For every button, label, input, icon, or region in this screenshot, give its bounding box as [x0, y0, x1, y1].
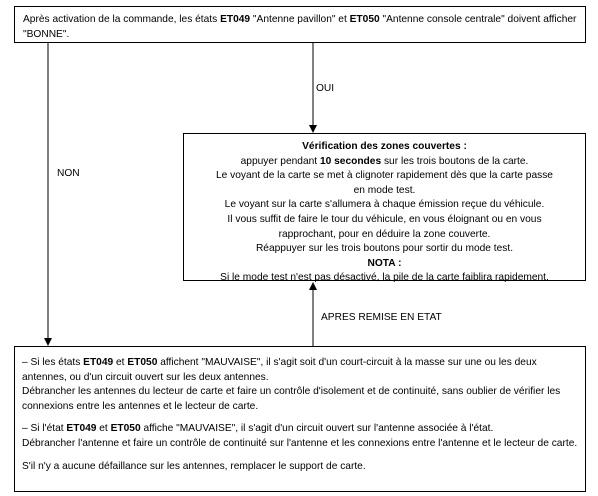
top-text-2: "Antenne pavillon" et — [250, 14, 350, 25]
coverage-line-7: Réappuyer sur les trois boutons pour sortir du mode test. — [255, 243, 514, 255]
coverage-line-5: Il vous suffit de faire le tour du véhicule, en vous éloignant ou en vous — [227, 213, 542, 225]
nota-heading: NOTA : — [367, 257, 402, 269]
fault-paragraph-3: – Si l'état ET049 et ET050 affiche "MAUVAISE", il s'agit d'un circuit ouvert sur l'antenne associée à l'état. — [22, 423, 494, 435]
fault-paragraph-5: S'il n'y a aucune défaillance sur les antennes, remplacer le support de carte. — [22, 460, 366, 472]
coverage-line-8: Si le mode test n'est pas désactivé, la pile de la carte faiblira rapidement. — [220, 272, 549, 284]
activation-check-box — [14, 6, 586, 43]
top-text-1: Après activation de la commande, les états — [23, 14, 221, 25]
coverage-line-6: rapprochant, pour en déduire la zone couverte. — [278, 228, 491, 240]
top-text-3: "Antenne console centrale" doivent afficher "BONNE". — [23, 14, 577, 40]
coverage-check-box — [183, 133, 586, 284]
coverage-line-2: Le voyant de la carte se met à clignoter rapidement dès que la carte passe — [216, 170, 553, 182]
oui-label: OUI — [316, 83, 335, 94]
oui-arrowhead — [309, 125, 317, 133]
fault-paragraph-1: – Si les états ET049 et ET050 affichent "MAUVAISE", il s'agit soit d'un court-circuit à la masse sur une ou les deux antennes, ou d'un circuit ouvert sur les deux antennes. — [22, 357, 537, 383]
coverage-line-4: Le voyant sur la carte s'allumera à chaque émission reçue du véhicule. — [224, 199, 545, 211]
non-arrowhead — [44, 338, 52, 346]
non-label: NON — [57, 168, 80, 179]
state-et049: ET049 — [220, 14, 251, 25]
apres-remise-label: APRES REMISE EN ETAT — [321, 312, 442, 323]
fault-paragraph-4: Débrancher l'antenne et faire un contrôle de continuité sur l'antenne et les connexions entre l'antenne et le lecteur de carte. — [22, 437, 578, 449]
coverage-line-1: appuyer pendant 10 secondes sur les trois boutons de la carte. — [240, 155, 529, 167]
state-et050: ET050 — [349, 14, 380, 25]
fault-diagnosis-box — [14, 346, 586, 492]
coverage-title: Vérification des zones couvertes : — [302, 141, 467, 152]
coverage-line-3: en mode test. — [353, 184, 416, 196]
fault-paragraph-2: Débrancher les antennes du lecteur de carte et faire un contrôle d'isolement et de continuité, sans oublier de vérifier les connexions entre les antennes et le lecteur de carte. — [22, 386, 561, 412]
